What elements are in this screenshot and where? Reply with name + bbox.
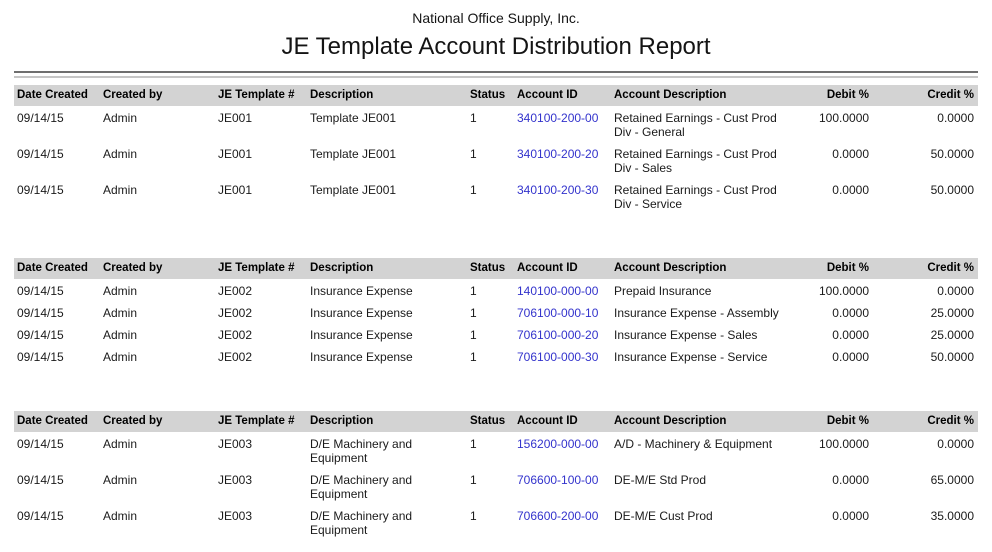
cell-account-description: DE-M/E Cust Prod [614,509,713,523]
cell-created-by: Admin [103,437,138,451]
cell-date-created: 09/14/15 [17,509,64,523]
column-header-created-by: Created by [100,411,215,432]
cell-date-created: 09/14/15 [17,306,64,320]
cell-account-description: Retained Earnings - Cust Prod Div - General [614,111,777,139]
account-id-link[interactable]: 706100-000-20 [517,328,599,342]
cell-date-created: 09/14/15 [17,350,64,364]
cell-debit-pct: 100.0000 [819,284,870,298]
cell-debit-pct: 0.0000 [832,183,869,197]
cell-status: 1 [470,284,477,298]
cell-debit-pct: 0.0000 [832,350,869,364]
je-template-table-1 [14,85,978,214]
cell-debit-pct: 0.0000 [832,473,869,487]
cell-credit-pct: 25.0000 [930,328,974,342]
cell-debit-pct: 100.0000 [819,437,870,451]
je-template-table-3 [14,411,978,540]
cell-credit-pct: 35.0000 [930,509,974,523]
cell-debit-pct: 0.0000 [832,306,869,320]
cell-credit-pct: 50.0000 [930,350,974,364]
cell-je-template: JE002 [218,328,253,342]
cell-debit-pct: 0.0000 [832,147,869,161]
cell-credit-pct: 50.0000 [930,147,974,161]
column-header-date-created: Date Created [14,85,100,106]
account-id-link[interactable]: 706600-200-00 [517,509,599,523]
cell-account-description: Insurance Expense - Sales [614,328,758,342]
cell-status: 1 [470,147,477,161]
cell-description: D/E Machinery and Equipment [310,437,413,465]
table-row [14,142,978,178]
cell-account-description: A/D - Machinery & Equipment [614,437,773,451]
cell-status: 1 [470,306,477,320]
column-header-debit-pct: Debit % [816,85,873,106]
table-header-row [14,85,978,106]
account-id-link[interactable]: 340100-200-20 [517,147,599,161]
cell-description: Insurance Expense [310,306,413,320]
cell-account-description: Insurance Expense - Service [614,350,768,364]
cell-status: 1 [470,437,477,451]
column-header-account-id: Account ID [514,258,611,279]
column-header-account-description: Account Description [611,85,816,106]
cell-credit-pct: 0.0000 [937,284,974,298]
cell-credit-pct: 65.0000 [930,473,974,487]
cell-created-by: Admin [103,509,138,523]
column-header-created-by: Created by [100,85,215,106]
cell-created-by: Admin [103,284,138,298]
cell-description: Insurance Expense [310,328,413,342]
cell-account-description: Retained Earnings - Cust Prod Div - Sales [614,147,777,175]
cell-account-id [514,504,611,540]
cell-debit-pct: 0.0000 [832,509,869,523]
cell-je-template: JE001 [218,147,253,161]
cell-date-created: 09/14/15 [17,473,64,487]
cell-je-template: JE003 [218,437,253,451]
column-header-credit-pct: Credit % [873,85,978,106]
column-header-status: Status [467,85,514,106]
column-header-je-template: JE Template # [215,411,307,432]
table-row [14,279,978,301]
cell-je-template: JE003 [218,509,253,523]
cell-je-template: JE001 [218,183,253,197]
cell-date-created: 09/14/15 [17,284,64,298]
cell-credit-pct: 0.0000 [937,111,974,125]
column-header-account-description: Account Description [611,258,816,279]
account-id-link[interactable]: 706100-000-10 [517,306,599,320]
column-header-description: Description [307,258,467,279]
table-row [14,432,978,468]
column-header-credit-pct: Credit % [873,411,978,432]
cell-created-by: Admin [103,328,138,342]
cell-account-id [514,432,611,468]
cell-je-template: JE001 [218,111,253,125]
cell-date-created: 09/14/15 [17,111,64,125]
cell-description: D/E Machinery and Equipment [310,473,413,501]
table-row [14,468,978,504]
cell-description: Template JE001 [310,147,397,161]
cell-description: Insurance Expense [310,350,413,364]
cell-debit-pct: 0.0000 [832,328,869,342]
page-title: JE Template Account Distribution Report [281,33,711,60]
cell-status: 1 [470,183,477,197]
cell-account-id [514,178,611,214]
column-header-created-by: Created by [100,258,215,279]
column-header-description: Description [307,411,467,432]
cell-description: Template JE001 [310,183,397,197]
account-id-link[interactable]: 340100-200-00 [517,111,599,125]
cell-status: 1 [470,350,477,364]
column-header-debit-pct: Debit % [816,258,873,279]
cell-account-id [514,323,611,345]
cell-account-id [514,301,611,323]
cell-created-by: Admin [103,183,138,197]
cell-status: 1 [470,328,477,342]
cell-je-template: JE002 [218,350,253,364]
cell-status: 1 [470,509,477,523]
je-template-table-2 [14,258,978,367]
cell-date-created: 09/14/15 [17,147,64,161]
company-name: National Office Supply, Inc. [412,10,580,26]
table-row [14,504,978,540]
account-id-link[interactable]: 706600-100-00 [517,473,599,487]
cell-account-id [514,279,611,301]
account-id-link[interactable]: 156200-000-00 [517,437,599,451]
column-header-description: Description [307,85,467,106]
cell-credit-pct: 0.0000 [937,437,974,451]
table-row [14,301,978,323]
cell-account-id [514,345,611,367]
cell-status: 1 [470,111,477,125]
column-header-account-id: Account ID [514,85,611,106]
cell-account-description: Retained Earnings - Cust Prod Div - Service [614,183,777,211]
cell-description: Insurance Expense [310,284,413,298]
column-header-status: Status [467,258,514,279]
divider-line-light [14,76,978,78]
column-header-je-template: JE Template # [215,85,307,106]
cell-account-description: Insurance Expense - Assembly [614,306,779,320]
cell-credit-pct: 25.0000 [930,306,974,320]
cell-created-by: Admin [103,473,138,487]
column-header-account-description: Account Description [611,411,816,432]
column-header-credit-pct: Credit % [873,258,978,279]
column-header-account-id: Account ID [514,411,611,432]
cell-date-created: 09/14/15 [17,328,64,342]
column-header-status: Status [467,411,514,432]
table-row [14,345,978,367]
cell-credit-pct: 50.0000 [930,183,974,197]
table-row [14,106,978,142]
column-header-date-created: Date Created [14,258,100,279]
cell-created-by: Admin [103,147,138,161]
cell-created-by: Admin [103,306,138,320]
cell-date-created: 09/14/15 [17,183,64,197]
table-row [14,178,978,214]
cell-description: Template JE001 [310,111,397,125]
table-header-row [14,258,978,279]
cell-account-id [514,142,611,178]
cell-created-by: Admin [103,111,138,125]
cell-description: D/E Machinery and Equipment [310,509,413,537]
cell-account-description: DE-M/E Std Prod [614,473,707,487]
cell-status: 1 [470,473,477,487]
cell-je-template: JE002 [218,284,253,298]
report-body [14,85,978,540]
header-divider [14,71,978,78]
cell-date-created: 09/14/15 [17,437,64,451]
divider-line-dark [14,71,978,73]
cell-account-description: Prepaid Insurance [614,284,712,298]
cell-je-template: JE002 [218,306,253,320]
column-header-date-created: Date Created [14,411,100,432]
table-header-row [14,411,978,432]
account-id-link[interactable]: 706100-000-30 [517,350,599,364]
column-header-je-template: JE Template # [215,258,307,279]
cell-created-by: Admin [103,350,138,364]
account-id-link[interactable]: 140100-000-00 [517,284,599,298]
cell-je-template: JE003 [218,473,253,487]
cell-account-id [514,468,611,504]
column-header-debit-pct: Debit % [816,411,873,432]
table-row [14,323,978,345]
report-header [0,0,992,61]
account-id-link[interactable]: 340100-200-30 [517,183,599,197]
cell-debit-pct: 100.0000 [819,111,870,125]
cell-account-id [514,106,611,142]
